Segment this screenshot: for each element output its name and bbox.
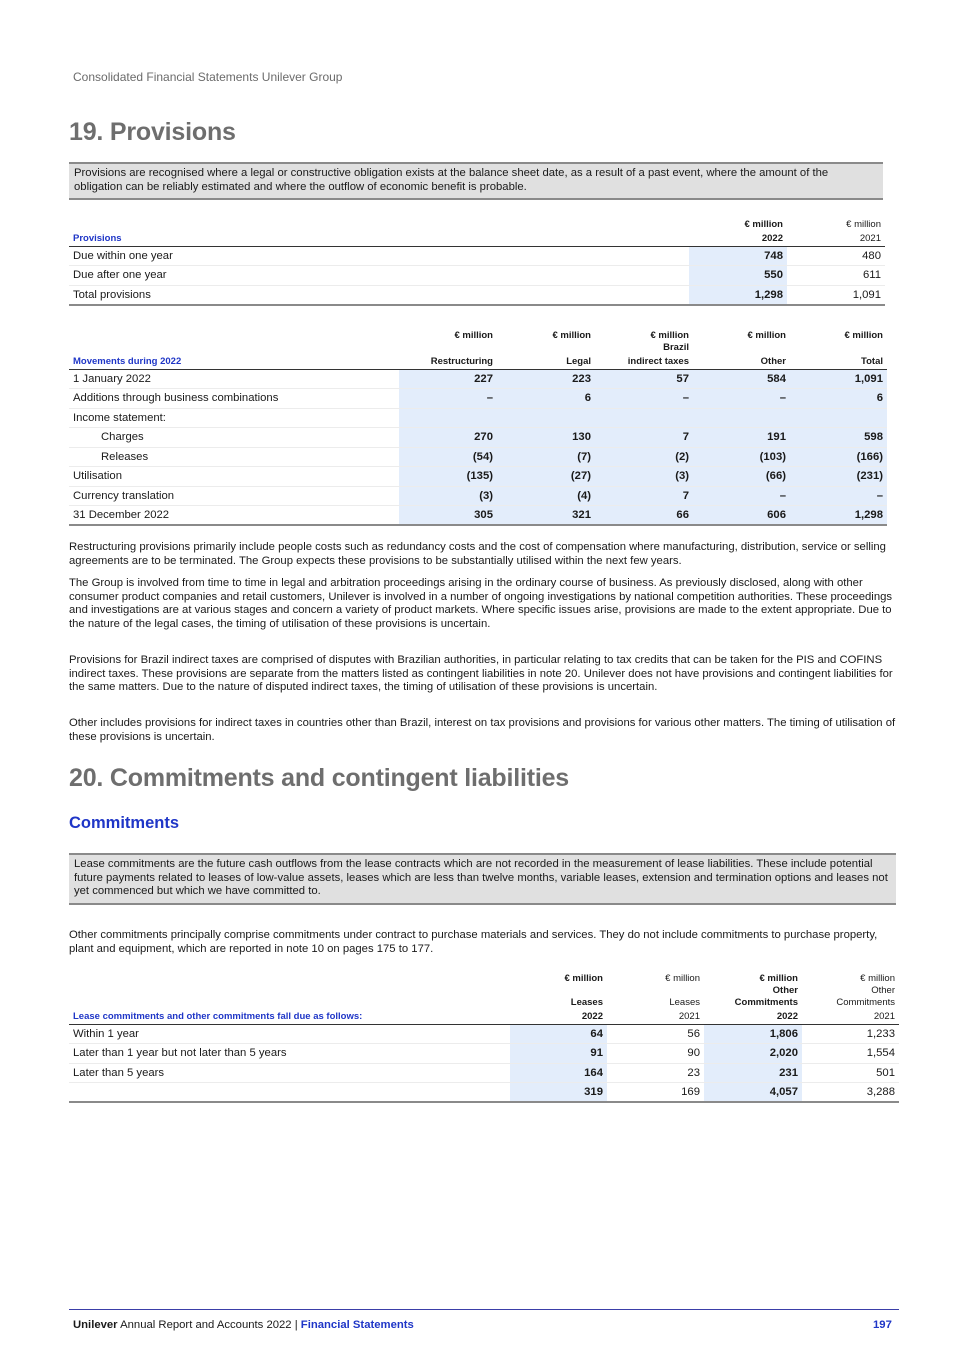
cell: (103) [693, 447, 790, 467]
table-label: Lease commitments and other commitments fall due as follows: [69, 1008, 510, 1024]
row-label: Currency translation [69, 486, 399, 506]
footer-section-link[interactable]: Financial Statements [300, 1319, 414, 1331]
note-20-title: 20. Commitments and contingent liabilities [69, 764, 570, 792]
cell: 2,020 [704, 1044, 802, 1064]
paragraph: Provisions for Brazil indirect taxes are comprised of disputes with Brazilian authorities, in particular relating to tax credits that can be taken for the PIS and COFINS indirect taxes. These provisions are separate from the matters listed as contingent liabilities in note 20. Unilever does not have provisions and contingent liabilities for the same matters. Due to the nature of disputed indirect taxes, the timing of utilisation of these provisions is uncertain. [69, 654, 893, 694]
table-row [69, 447, 887, 467]
cell: 7 [595, 428, 693, 448]
cell: 6 [790, 389, 887, 409]
year-header: 2022 [510, 1008, 607, 1024]
row-label: Charges [69, 428, 399, 448]
cell: 319 [510, 1083, 607, 1103]
cell [497, 408, 595, 428]
table-row [69, 369, 887, 389]
unit-header: € million [744, 219, 783, 230]
table-row [69, 486, 887, 506]
cell: 169 [607, 1083, 704, 1103]
footer-report: Annual Report and Accounts 2022 | [117, 1319, 301, 1331]
running-head: Consolidated Financial Statements Unilever Group [73, 70, 343, 84]
cell: 90 [607, 1044, 704, 1064]
year-header: 2021 [802, 1008, 899, 1024]
row-label: Additions through business combinations [69, 389, 399, 409]
unit-header: € million [564, 973, 603, 984]
cell: 64 [510, 1024, 607, 1044]
column-header-line1: Other [772, 985, 798, 996]
cell: – [399, 389, 497, 409]
column-header: indirect taxes [595, 353, 693, 369]
unit-header: € million [860, 973, 895, 984]
cell: 1,554 [802, 1044, 899, 1064]
unit-header: € million [454, 330, 493, 341]
cell-2022: 550 [689, 266, 787, 286]
column-header: Leases [570, 997, 603, 1008]
table-row [69, 467, 887, 487]
row-label: Utilisation [69, 467, 399, 487]
note-20-callout: Lease commitments are the future cash outflows from the lease contracts which are not recorded in the measurement of lease liabilities. These include potential future payments related to leases of low-value assets, leases which are less than twelve months, variable leases, extension and termination options and leases not yet commenced but which we have committed to. [69, 853, 896, 905]
cell: 4,057 [704, 1083, 802, 1103]
cell: (54) [399, 447, 497, 467]
column-header: Other [693, 353, 790, 369]
column-header-line1: Brazil [663, 342, 689, 353]
cell: 606 [693, 506, 790, 526]
cell-2021: 1,091 [787, 285, 885, 305]
cell: 130 [497, 428, 595, 448]
cell [399, 408, 497, 428]
cell: 1,806 [704, 1024, 802, 1044]
cell: (66) [693, 467, 790, 487]
paragraph: Other includes provisions for indirect taxes in countries other than Brazil, interest on tax provisions and provisions for various other matters. The timing of utilisation of these provisions is uncertain. [69, 717, 896, 743]
cell: (4) [497, 486, 595, 506]
row-label: Later than 1 year but not later than 5 years [69, 1044, 510, 1064]
column-header: Legal [497, 353, 595, 369]
page-number: 197 [873, 1319, 892, 1331]
unit-header: € million [747, 330, 786, 341]
cell: 598 [790, 428, 887, 448]
footer-brand: Unilever [73, 1319, 118, 1331]
cell: – [595, 389, 693, 409]
row-label: Due after one year [69, 266, 689, 286]
note-19-title: 19. Provisions [69, 118, 236, 146]
year-header: 2022 [689, 230, 787, 246]
cell: 270 [399, 428, 497, 448]
cell: (135) [399, 467, 497, 487]
paragraph: The Group is involved from time to time in legal and arbitration proceedings arising in the ordinary course of business. As previously disclosed, along with other consumer product companies and retail customers, Unilever is involved in a number of ongoing investigations by national competition authorities. These proceedings and investigations are at various stages and concern a variety of product markets. Where specific issues arise, provisions are made to the extent appropriate. Due to the nature of the legal cases, the timing of utilisation of these provisions is uncertain. [69, 577, 893, 630]
cell: 223 [497, 369, 595, 389]
cell: 191 [693, 428, 790, 448]
cell: 1,298 [790, 506, 887, 526]
cell: 501 [802, 1063, 899, 1083]
cell: (2) [595, 447, 693, 467]
cell: 231 [704, 1063, 802, 1083]
cell: (3) [399, 486, 497, 506]
row-label: Releases [69, 447, 399, 467]
paragraph: Restructuring provisions primarily include people costs such as redundancy costs and the cost of compensation where manufacturing, distribution, service or selling agreements are to be terminated. The Group expects these provisions to be substantially utilised within the next few years. [69, 541, 886, 567]
cell: 305 [399, 506, 497, 526]
column-header-line1: Other [871, 985, 895, 996]
cell [595, 408, 693, 428]
row-label: Later than 5 years [69, 1063, 510, 1083]
row-label: 1 January 2022 [69, 369, 399, 389]
cell: (166) [790, 447, 887, 467]
paragraph: Other commitments principally comprise commitments under contract to purchase materials and services. They do not include commitments to purchase property, plant and equipment, which are reported in note 10 on pages 175 to 177. [69, 929, 878, 955]
cell: – [693, 389, 790, 409]
cell: 321 [497, 506, 595, 526]
unit-header: € million [844, 330, 883, 341]
table-row [69, 408, 887, 428]
column-header: Leases [669, 997, 700, 1008]
footer [73, 1319, 414, 1331]
footer-divider [69, 1309, 899, 1310]
unit-header: € million [846, 219, 881, 230]
cell: (27) [497, 467, 595, 487]
unit-header: € million [650, 330, 689, 341]
unit-header: € million [759, 973, 798, 984]
column-header: Restructuring [399, 353, 497, 369]
table-row [69, 428, 887, 448]
table-row [69, 1063, 899, 1083]
cell: 23 [607, 1063, 704, 1083]
cell: (7) [497, 447, 595, 467]
table-row-total [69, 506, 887, 526]
table-label: Provisions [69, 230, 689, 246]
cell: 1,091 [790, 369, 887, 389]
cell: 91 [510, 1044, 607, 1064]
cell: 57 [595, 369, 693, 389]
cell: 6 [497, 389, 595, 409]
cell: (3) [595, 467, 693, 487]
column-header: Total [790, 353, 887, 369]
cell: 1,233 [802, 1024, 899, 1044]
row-label: 31 December 2022 [69, 506, 399, 526]
table-row-total [69, 285, 885, 305]
cell [790, 408, 887, 428]
commitments-table [69, 968, 899, 1103]
table-row [69, 246, 885, 266]
row-label: Due within one year [69, 246, 689, 266]
row-label [69, 1083, 510, 1103]
cell: 3,288 [802, 1083, 899, 1103]
cell-2021: 480 [787, 246, 885, 266]
commitments-subtitle: Commitments [69, 814, 180, 832]
table-row [69, 1024, 899, 1044]
column-header: Commitments [734, 997, 798, 1008]
movements-table [69, 325, 887, 526]
cell: 584 [693, 369, 790, 389]
cell: – [693, 486, 790, 506]
unit-header: € million [552, 330, 591, 341]
year-header: 2021 [787, 230, 885, 246]
column-header: Commitments [836, 997, 895, 1008]
row-label: Within 1 year [69, 1024, 510, 1044]
note-19-callout: Provisions are recognised where a legal or constructive obligation exists at the balance sheet date, as a result of a past event, where the amount of the obligation can be reliably estimated and where the outflow of economic benefit is probable. [69, 162, 883, 200]
provisions-table [69, 214, 885, 306]
table-row [69, 389, 887, 409]
cell: 227 [399, 369, 497, 389]
table-row [69, 266, 885, 286]
table-label: Movements during 2022 [69, 353, 399, 369]
cell-2022: 748 [689, 246, 787, 266]
cell: 7 [595, 486, 693, 506]
cell: – [790, 486, 887, 506]
table-row-total [69, 1083, 899, 1103]
table-row [69, 1044, 899, 1064]
cell-2021: 611 [787, 266, 885, 286]
unit-header: € million [665, 973, 700, 984]
row-label: Total provisions [69, 285, 689, 305]
cell: 56 [607, 1024, 704, 1044]
year-header: 2022 [704, 1008, 802, 1024]
year-header: 2021 [607, 1008, 704, 1024]
cell: 66 [595, 506, 693, 526]
row-label: Income statement: [69, 408, 399, 428]
cell-2022: 1,298 [689, 285, 787, 305]
cell: 164 [510, 1063, 607, 1083]
cell [693, 408, 790, 428]
cell: (231) [790, 467, 887, 487]
